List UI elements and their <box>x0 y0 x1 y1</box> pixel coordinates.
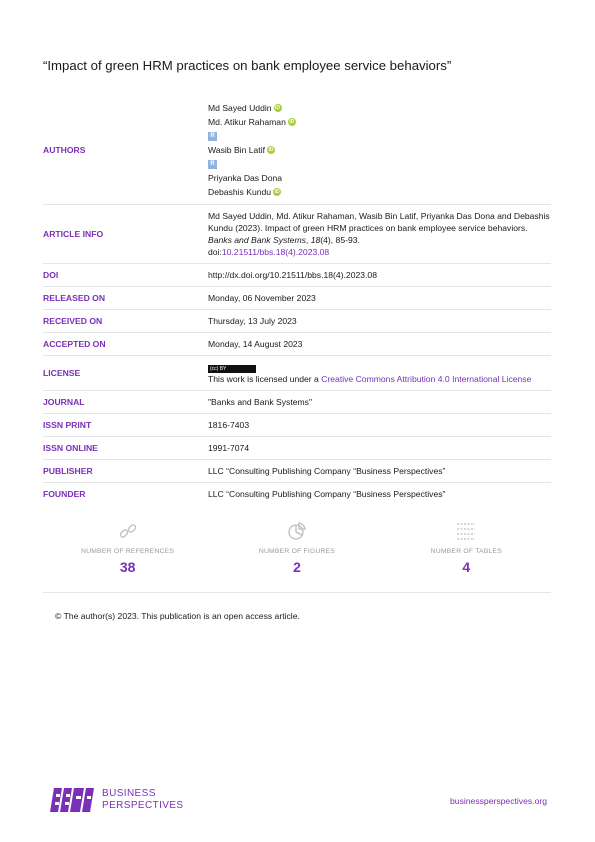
website-link[interactable]: businessperspectives.org <box>450 796 547 806</box>
pie-chart-icon <box>286 520 308 542</box>
stat-label: NUMBER OF TABLES <box>430 548 502 555</box>
citation-journal: Banks and Bank Systems <box>208 235 306 245</box>
stat-figures <box>212 512 381 592</box>
researchgate-icon[interactable]: R <box>208 160 217 169</box>
doi-label: DOI <box>43 270 59 280</box>
logo-text <box>102 788 184 812</box>
issn-online-row <box>43 437 551 460</box>
citation-sep: , <box>305 235 311 245</box>
license-link[interactable]: Creative Commons Attribution 4.0 International License <box>321 374 532 384</box>
stat-tables <box>382 512 551 592</box>
citation-doi-link[interactable]: 10.21511/bbs.18(4).2023.08 <box>221 247 330 257</box>
stat-value: 38 <box>119 559 136 575</box>
doi-value[interactable]: http://dx.doi.org/10.21511/bbs.18(4).2023.08 <box>208 270 377 280</box>
publisher-label: PUBLISHER <box>43 466 93 476</box>
author-name[interactable]: Debashis Kundu <box>208 187 272 197</box>
author-item <box>208 171 551 185</box>
publisher-value: LLC “Consulting Publishing Company “Business Perspectives” <box>208 466 446 476</box>
author-name[interactable]: Priyanka Das Dona <box>208 173 283 183</box>
issn-online-label: ISSN ONLINE <box>43 443 98 453</box>
citation-text: Md Sayed Uddin, Md. Atikur Rahaman, Wasib Bin Latif, Priyanka Das Dona and Debashis Kundu (2023). Impact of green HRM practices on bank employee service behaviors. <box>208 211 550 233</box>
accepted-row <box>43 333 551 356</box>
journal-label: JOURNAL <box>43 397 85 407</box>
received-value: Thursday, 13 July 2023 <box>208 316 297 326</box>
doi-prefix: doi: <box>208 247 222 257</box>
stat-value: 4 <box>462 559 471 575</box>
logo-line-1: BUSINESS <box>102 788 156 799</box>
orcid-icon[interactable]: iD <box>268 147 274 153</box>
link-icon <box>117 520 139 542</box>
article-info-row <box>43 205 551 264</box>
accepted-label: ACCEPTED ON <box>43 339 106 349</box>
stats-bar <box>43 512 551 593</box>
article-info-citation <box>208 205 551 263</box>
founder-row <box>43 483 551 505</box>
author-name[interactable]: Md. Atikur Rahaman <box>208 117 286 127</box>
released-label: RELEASED ON <box>43 293 106 303</box>
issn-print-value: 1816-7403 <box>208 420 250 430</box>
author-item <box>208 101 551 115</box>
received-row <box>43 310 551 333</box>
stat-label: NUMBER OF FIGURES <box>258 548 336 555</box>
logo-line-2: PERSPECTIVES <box>102 800 184 811</box>
founder-label: FOUNDER <box>43 489 86 499</box>
author-item <box>208 185 551 199</box>
business-perspectives-logo-icon <box>48 786 96 814</box>
authors-list <box>208 96 551 204</box>
table-icon <box>455 520 477 542</box>
orcid-icon[interactable]: iD <box>275 105 281 111</box>
cc-by-badge-icon[interactable]: (cc) BY <box>208 365 256 373</box>
author-name[interactable]: Wasib Bin Latif <box>208 145 265 155</box>
license-value <box>208 356 551 390</box>
founder-value: LLC “Consulting Publishing Company “Business Perspectives” <box>208 489 446 499</box>
stat-references <box>43 512 212 592</box>
orcid-icon[interactable]: iD <box>289 119 295 125</box>
article-info-label: ARTICLE INFO <box>43 229 104 239</box>
open-access-notice: © The author(s) 2023. This publication is an open access article. <box>55 611 300 621</box>
author-item <box>208 129 551 143</box>
publisher-logo[interactable] <box>48 786 184 814</box>
researchgate-icon[interactable]: R <box>208 132 217 141</box>
released-row <box>43 287 551 310</box>
article-title: “Impact of green HRM practices on bank employee service behaviors” <box>43 58 452 73</box>
issn-print-label: ISSN PRINT <box>43 420 92 430</box>
metadata-table <box>43 96 551 505</box>
citation-volume: 18 <box>310 235 321 245</box>
stat-value: 2 <box>293 559 301 575</box>
author-name[interactable]: Md Sayed Uddin <box>208 103 272 113</box>
authors-row <box>43 96 551 205</box>
author-item <box>208 115 551 129</box>
license-row <box>43 356 551 391</box>
received-label: RECEIVED ON <box>43 316 103 326</box>
orcid-icon[interactable]: iD <box>274 189 280 195</box>
journal-row <box>43 391 551 414</box>
released-value: Monday, 06 November 2023 <box>208 293 316 303</box>
accepted-value: Monday, 14 August 2023 <box>208 339 303 349</box>
issn-print-row <box>43 414 551 437</box>
journal-value: "Banks and Bank Systems" <box>208 397 313 407</box>
license-text: This work is licensed under a <box>208 374 322 384</box>
author-item <box>208 143 551 157</box>
doi-row <box>43 264 551 287</box>
license-label: LICENSE <box>43 368 81 378</box>
publisher-row <box>43 460 551 483</box>
issn-online-value: 1991-7074 <box>208 443 250 453</box>
authors-label: AUTHORS <box>43 145 86 155</box>
stat-label: NUMBER OF REFERENCES <box>81 548 175 555</box>
citation-issue: (4), 85-93. <box>320 235 360 245</box>
author-item <box>208 157 551 171</box>
